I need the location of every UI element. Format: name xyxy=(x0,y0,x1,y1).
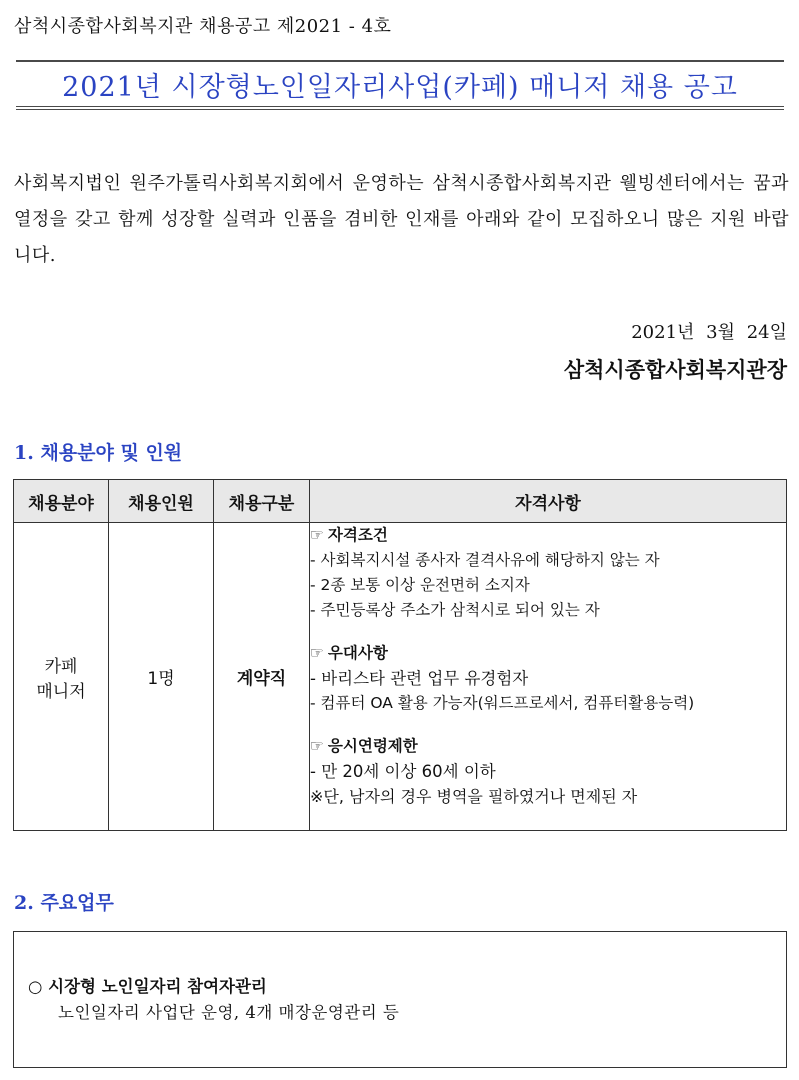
field-line-1: 카페 xyxy=(44,656,78,677)
duty-detail: 노인일자리 사업단 운영, 4개 매장운영관리 등 xyxy=(58,1003,400,1022)
section-2-title: 2. 주요업무 xyxy=(14,892,114,914)
recruitment-table xyxy=(13,479,787,831)
qual-group-eligibility xyxy=(310,523,786,623)
pointing-hand-icon: ☞ xyxy=(310,526,324,544)
cell-type: 계약직 xyxy=(214,523,310,831)
cell-count: 1명 xyxy=(109,523,214,831)
header-field: 채용분야 xyxy=(14,480,109,523)
pointing-hand-icon: ☞ xyxy=(310,737,324,755)
section-1-title: 1. 채용분야 및 인원 xyxy=(14,442,183,464)
qual-heading: ☞ 응시연령제한 xyxy=(310,737,418,755)
circle-bullet-icon: ○ xyxy=(28,977,43,996)
qual-heading: ☞ 우대사항 xyxy=(310,644,388,662)
qual-item: - 2종 보통 이상 운전면허 소지자 xyxy=(310,576,530,594)
duties-box xyxy=(13,931,787,1068)
field-line-2: 매니저 xyxy=(36,681,86,702)
cell-field xyxy=(14,523,109,831)
qual-item: - 컴퓨터 OA 활용 가능자(워드프로세서, 컴퓨터활용능력) xyxy=(310,694,695,712)
duty-title: 시장형 노인일자리 참여자관리 xyxy=(48,977,267,996)
qual-group-preferences xyxy=(310,641,786,716)
qual-item: - 주민등록상 주소가 삼척시로 되어 있는 자 xyxy=(310,601,600,619)
header-qualifications: 자격사항 xyxy=(310,480,787,523)
qual-item: - 사회복지시설 종사자 결격사유에 해당하지 않는 자 xyxy=(310,551,660,569)
notice-date: 2021년 3월 24일 xyxy=(631,322,787,343)
issuing-organization: 삼척시종합사회복지관장 xyxy=(563,357,787,382)
document-title-text: 2021년 시장형노인일자리사업(카페) 매니저 채용 공고 xyxy=(62,71,738,103)
table-row xyxy=(14,523,787,831)
table-header-row xyxy=(14,480,787,523)
header-count: 채용인원 xyxy=(109,480,214,523)
qual-group-age-limit xyxy=(310,734,786,809)
header-type: 채용구분 xyxy=(214,480,310,523)
cell-qualifications xyxy=(310,523,787,831)
pointing-hand-icon: ☞ xyxy=(310,644,324,662)
qual-item: - 바리스타 관련 업무 유경험자 xyxy=(310,669,529,688)
document-title xyxy=(16,60,784,110)
intro-paragraph: 사회복지법인 원주가톨릭사회복지회에서 운영하는 삼척시종합사회복지관 웰빙센터에서는 꿈과 열정을 갖고 함께 성장할 실력과 인품을 겸비한 인재를 아래와 같이 모집하오니 많은 지원 바랍니다. xyxy=(14,173,789,266)
qual-item: ※단, 남자의 경우 병역을 필하였거나 면제된 자 xyxy=(310,787,638,806)
duty-heading xyxy=(28,973,267,997)
notice-number: 삼척시종합사회복지관 채용공고 제2021 - 4호 xyxy=(14,16,392,37)
qual-heading: ☞ 자격조건 xyxy=(310,526,388,544)
qual-item: - 만 20세 이상 60세 이하 xyxy=(310,762,496,781)
